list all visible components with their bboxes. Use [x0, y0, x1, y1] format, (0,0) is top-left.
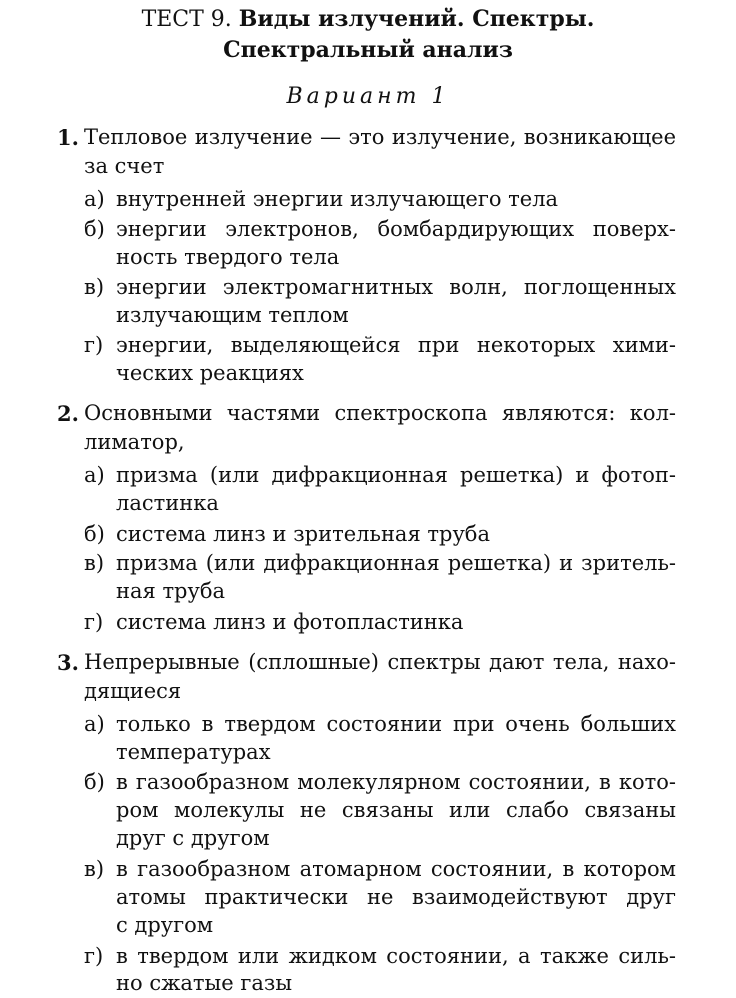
test-number: ТЕСТ 9.: [141, 7, 232, 32]
question-3-option-c-line-1: в газообразном атомарном состоянии, в котором: [116, 857, 676, 881]
question-3-option-a-letter: а): [84, 712, 105, 736]
question-3-option-d-letter: г): [84, 944, 104, 968]
question-2-number: 2.: [57, 401, 79, 426]
question-2-option-a-line-2: ластинка: [116, 491, 219, 515]
question-2-option-b-line-1: система линз и зрительная труба: [116, 522, 490, 546]
variant-label: Вариант 1: [286, 84, 450, 109]
question-1-text-line-1: Тепловое излучение — это излучение, возникающее: [84, 125, 676, 149]
test-title-line-1: [0, 2, 736, 37]
question-2-text-line-1: Основными частями спектроскопа являются: кол-: [84, 401, 676, 425]
question-1-option-a-letter: а): [84, 187, 105, 211]
question-1-option-a-line-1: внутренней энергии излучающего тела: [116, 187, 559, 211]
question-2-option-a-line-1: призма (или дифракционная решетка) и фотоп-: [116, 463, 676, 487]
question-2-option-d-line-1: система линз и фотопластинка: [116, 610, 464, 634]
question-3-option-b-line-3: друг с другом: [116, 826, 270, 850]
question-1-number: 1.: [57, 125, 79, 150]
question-3-option-a-line-1: только в твердом состоянии при очень больших: [116, 712, 676, 736]
question-2-option-c-line-2: ная труба: [116, 579, 226, 603]
question-3-option-b-line-1: в газообразном молекулярном состоянии, в кото-: [116, 770, 676, 794]
question-2-option-c-letter: в): [84, 551, 105, 575]
question-1-option-b-line-2: ность твердого тела: [116, 245, 340, 269]
question-1-option-c-line-2: излучающим теплом: [116, 303, 349, 327]
question-2-text-line-2: лиматор,: [84, 430, 185, 454]
test-title-line-2: Спектральный анализ: [223, 37, 513, 63]
question-2-option-d-letter: г): [84, 610, 104, 634]
question-3-option-b-line-2: ром молекулы не связаны или слабо связаны: [116, 798, 676, 822]
question-1-option-d-line-1: энергии, выделяющейся при некоторых хими-: [116, 333, 676, 357]
question-3-option-c-line-2: атомы практически не взаимодействуют друг: [116, 885, 676, 909]
question-1-option-b-letter: б): [84, 217, 105, 241]
question-3-option-c-line-3: с другом: [116, 913, 214, 937]
question-1-text-line-2: за счет: [84, 154, 165, 178]
question-2-option-a-letter: а): [84, 463, 105, 487]
question-3-option-d-line-1: в твердом или жидком состоянии, а также силь-: [116, 944, 676, 968]
question-1-option-c-letter: в): [84, 275, 105, 299]
question-1-option-d-letter: г): [84, 333, 104, 357]
question-1-option-d-line-2: ческих реакциях: [116, 361, 304, 385]
question-3-text-line-2: дящиеся: [84, 679, 182, 703]
question-2-option-b-letter: б): [84, 522, 105, 546]
question-1-option-c-line-1: энергии электромагнитных волн, поглощенных: [116, 275, 676, 299]
question-3-number: 3.: [57, 650, 79, 675]
question-2-option-c-line-1: призма (или дифракционная решетка) и зритель-: [116, 551, 676, 575]
question-3-option-a-line-2: температурах: [116, 740, 271, 764]
question-1-option-b-line-1: энергии электронов, бомбардирующих поверх-: [116, 217, 676, 241]
question-3-option-b-letter: б): [84, 770, 105, 794]
question-3-text-line-1: Непрерывные (сплошные) спектры дают тела, нахо-: [84, 650, 676, 674]
test-title-main: Виды излучений. Спектры.: [238, 6, 595, 32]
question-3-option-c-letter: в): [84, 857, 105, 881]
question-3-option-d-line-2: но сжатые газы: [116, 971, 293, 995]
